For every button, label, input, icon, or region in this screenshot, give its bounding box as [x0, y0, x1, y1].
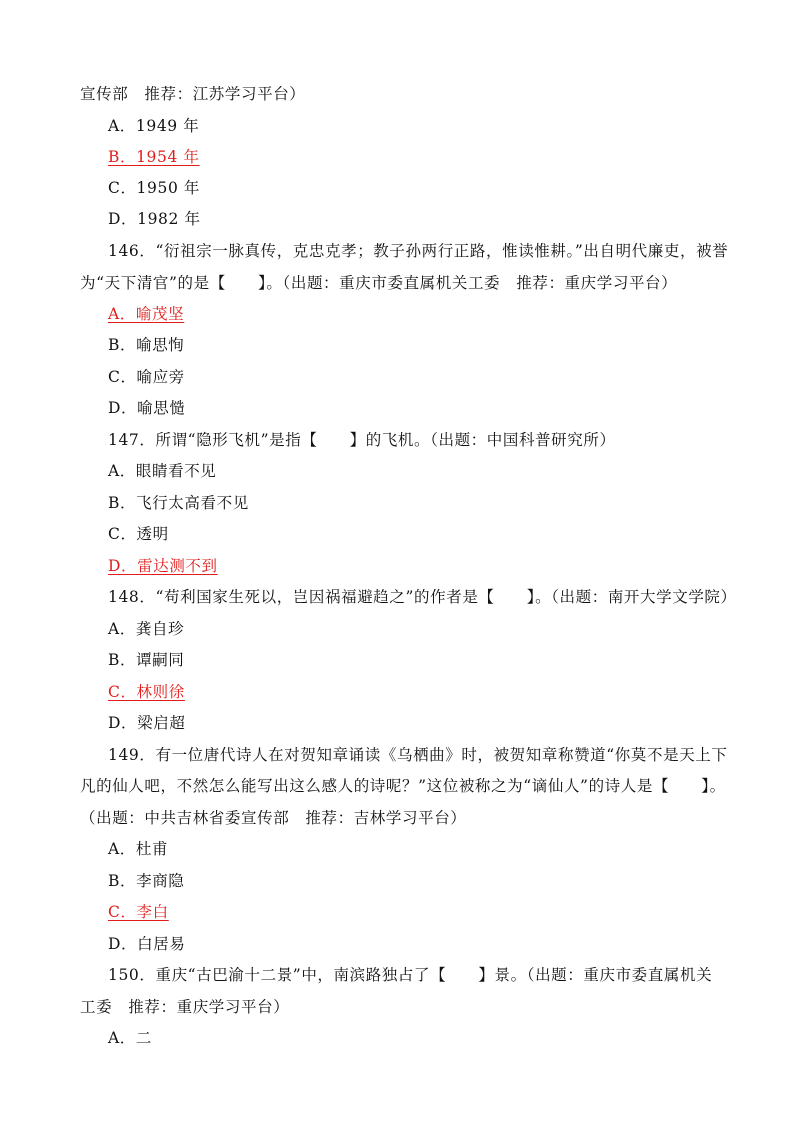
option-c-correct: C．李白: [108, 903, 169, 921]
option-d: D．喻思慥: [108, 399, 186, 417]
option-c: C．喻应旁: [108, 368, 185, 386]
option-b: B．李商隐: [108, 872, 185, 890]
option-b-correct: B．1954 年: [108, 148, 200, 166]
option-a: A．1949 年: [108, 117, 200, 135]
option-d: D．梁启超: [108, 714, 186, 732]
option-a: A．二: [108, 1029, 152, 1047]
option-c: C．1950 年: [108, 179, 201, 197]
option-b: B．飞行太高看不见: [108, 494, 249, 512]
question-149-cont: 凡的仙人吧，不然怎么能写出这么感人的诗呢？”这位被称之为“谪仙人”的诗人是【 】。: [80, 777, 726, 795]
option-c: C．透明: [108, 525, 169, 543]
option-a-correct: A．喻茂坚: [108, 305, 185, 323]
option-c-correct: C．林则徐: [108, 683, 185, 701]
question-150: 150．重庆“古巴渝十二景”中，南滨路独占了【 】景。（出题：重庆市委直属机关: [108, 966, 713, 984]
question-148: 148．“苟利国家生死以，岂因祸福避趋之”的作者是【 】。（出题：南开大学文学院）: [108, 588, 737, 606]
text-line: 宣传部 推荐：江苏学习平台）: [80, 85, 306, 103]
question-146-cont: 为“天下清官”的是【 】。（出题：重庆市委直属机关工委 推荐：重庆学习平台）: [80, 274, 678, 292]
option-d: D．1982 年: [108, 210, 201, 228]
question-146: 146．“衍祖宗一脉真传，克忠克孝；教子孙两行正路，惟读惟耕。”出自明代廉吏，被誉: [108, 242, 729, 260]
option-d-correct: D．雷达测不到: [108, 557, 218, 575]
option-d: D．白居易: [108, 935, 186, 953]
option-a: A．龚自珍: [108, 620, 185, 638]
option-b: B．谭嗣同: [108, 651, 185, 669]
option-a: A．杜甫: [108, 840, 169, 858]
question-147: 147．所谓“隐形飞机”是指【 】的飞机。（出题：中国科普研究所）: [108, 431, 616, 449]
question-149: 149．有一位唐代诗人在对贺知章诵读《乌栖曲》时，被贺知章称赞道“你莫不是天上下: [108, 746, 728, 764]
option-b: B．喻思恂: [108, 336, 185, 354]
question-149-source: （出题：中共吉林省委宣传部 推荐：吉林学习平台）: [80, 809, 467, 827]
option-a: A．眼睛看不见: [108, 462, 217, 480]
question-150-cont: 工委 推荐：重庆学习平台）: [80, 998, 290, 1016]
